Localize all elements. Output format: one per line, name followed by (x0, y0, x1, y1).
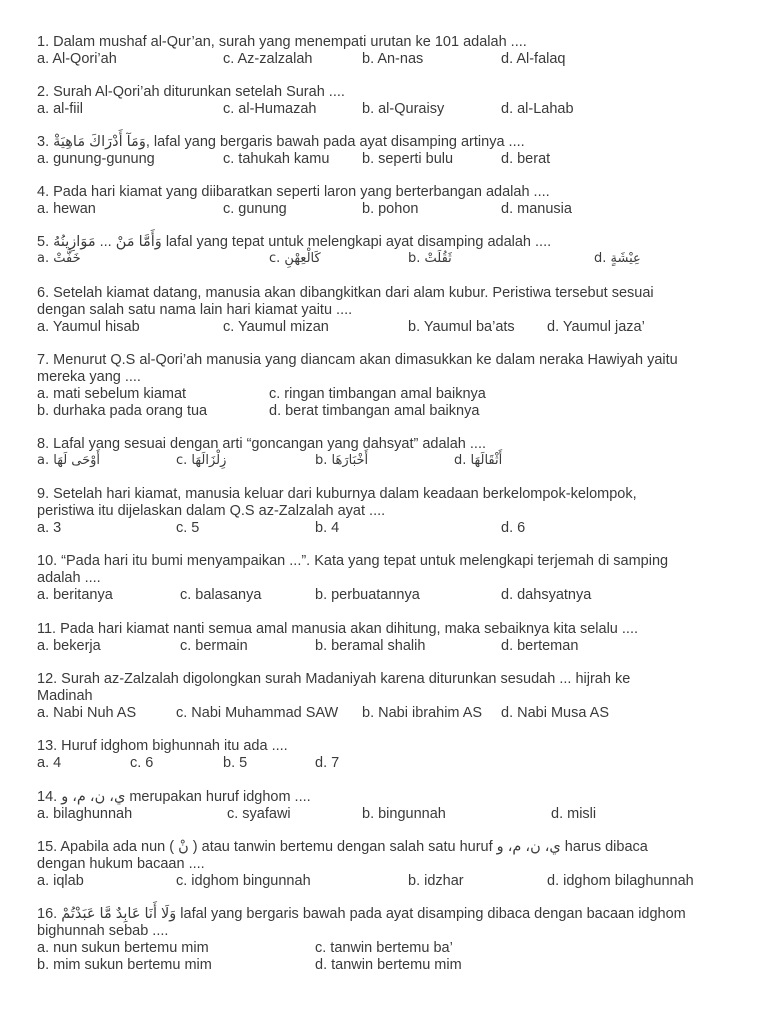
answer-option: d. berat timbangan amal baiknya (269, 402, 480, 419)
question-text: 10. “Pada hari itu bumi menyampaikan ...”. Kata yang tepat untuk melengkapi terjemah di samping (37, 553, 669, 569)
answer-option: d. berteman (501, 637, 579, 654)
answer-options (37, 453, 737, 470)
answer-option: b. Nabi ibrahim AS (362, 704, 483, 721)
answer-options (37, 940, 737, 957)
answer-option: d. misli (551, 805, 597, 822)
question-13 (37, 738, 737, 772)
answer-option: a. Yaumul hisab (37, 318, 140, 335)
answer-options (37, 755, 737, 772)
answer-option: d. Yaumul jaza’ (547, 318, 645, 335)
answer-option: b. Yaumul ba’ats (408, 318, 515, 335)
answer-option: c. syafawi (227, 805, 291, 822)
answer-option: a. أَوْحَى لَهَا (37, 452, 101, 468)
answer-option: d. dahsyatnya (501, 586, 592, 603)
answer-option: d. أَثْقَالَهَا (454, 452, 503, 468)
question-text: 7. Menurut Q.S al-Qori’ah manusia yang diancam akan dimasukkan ke dalam neraka Hawiyah yaitu (37, 352, 678, 368)
answer-options (37, 386, 737, 403)
question-text: 15. Apabila ada nun ( نْ ) atau tanwin bertemu dengan salah satu huruf ي، ن، م، و harus dibaca (37, 839, 648, 855)
answer-option: b. pohon (362, 200, 419, 217)
question-8 (37, 436, 737, 470)
answer-options (37, 51, 737, 68)
answer-options (37, 806, 737, 823)
question-text: 16. وَلَا أَنَا عَابِدٌ مَّا عَبَدْتُمْ lafal yang bergaris bawah pada ayat disamping dibaca dengan bacaan idghom (37, 906, 686, 922)
answer-option: d. 7 (315, 754, 340, 771)
answer-option: a. mati sebelum kiamat (37, 385, 187, 402)
answer-option: b. al-Quraisy (362, 100, 445, 117)
question-text: dengan hukum bacaan .... (37, 855, 205, 872)
answer-option: c. Nabi Muhammad SAW (176, 704, 339, 721)
answer-options (37, 101, 737, 118)
question-11 (37, 621, 737, 655)
answer-options (37, 587, 737, 604)
answer-options (37, 957, 737, 974)
answer-option: c. tanwin bertemu ba’ (315, 939, 453, 956)
question-14 (37, 789, 737, 823)
answer-option: c. 6 (130, 754, 154, 771)
question-text: Madinah (37, 687, 93, 704)
answer-option: c. al-Humazah (223, 100, 317, 117)
question-text: 3. وَمَآ أَدْرَاكَ مَاهِيَةْ, lafal yang bergaris bawah pada ayat disamping artinya .... (37, 134, 525, 150)
answer-option: b. idzhar (408, 872, 464, 889)
question-text: adalah .... (37, 569, 101, 586)
answer-option: a. 3 (37, 519, 62, 536)
question-text: 13. Huruf idghom bighunnah itu ada .... (37, 738, 288, 754)
answer-option: d. 6 (501, 519, 526, 536)
answer-option: b. mim sukun bertemu mim (37, 956, 212, 973)
answer-option: d. manusia (501, 200, 572, 217)
answer-option: d. عِيْشَةٍ (594, 250, 641, 266)
question-text: 1. Dalam mushaf al-Qur’an, surah yang menempati urutan ke 101 adalah .... (37, 34, 527, 50)
question-7 (37, 352, 737, 420)
question-text: peristiwa itu dijelaskan dalam Q.S az-Zalzalah ayat .... (37, 502, 386, 519)
question-text: 9. Setelah hari kiamat, manusia keluar dari kuburnya dalam keadaan berkelompok-kelompok, (37, 486, 637, 502)
question-1 (37, 34, 737, 68)
answer-option: a. al-fiil (37, 100, 83, 117)
answer-option: b. أَخْبَارَهَا (315, 452, 369, 468)
question-text: 6. Setelah kiamat datang, manusia akan dibangkitkan dari alam kubur. Peristiwa tersebut sesuai (37, 285, 654, 301)
answer-option: b. ثَقُلَتْ (408, 250, 452, 266)
answer-option: b. An-nas (362, 50, 424, 67)
answer-option: b. 4 (315, 519, 340, 536)
question-10 (37, 553, 737, 604)
answer-option: a. nun sukun bertemu mim (37, 939, 209, 956)
answer-option: d. tanwin bertemu mim (315, 956, 462, 973)
answer-option: c. balasanya (180, 586, 262, 603)
answer-option: a. bilaghunnah (37, 805, 133, 822)
answer-option: d. Nabi Musa AS (501, 704, 609, 721)
answer-option: c. gunung (223, 200, 287, 217)
answer-options (37, 638, 737, 655)
answer-options (37, 705, 737, 722)
answer-option: d. al-Lahab (501, 100, 574, 117)
answer-option: b. beramal shalih (315, 637, 426, 654)
question-text: 4. Pada hari kiamat yang diibaratkan seperti laron yang berterbangan adalah .... (37, 184, 550, 200)
answer-option: a. 4 (37, 754, 62, 771)
answer-option: b. seperti bulu (362, 150, 454, 167)
answer-option: c. bermain (180, 637, 248, 654)
answer-option: a. bekerja (37, 637, 101, 654)
question-text: 12. Surah az-Zalzalah digolongkan surah Madaniyah karena diturunkan sesudah ... hijrah ke (37, 671, 631, 687)
question-2 (37, 84, 737, 118)
answer-option: a. خَفَّتْ (37, 250, 81, 266)
answer-options (37, 873, 737, 890)
answer-options (37, 151, 737, 168)
question-12 (37, 671, 737, 722)
question-text: 14. ي، ن، م، و merupakan huruf idghom .... (37, 789, 311, 805)
question-15 (37, 839, 737, 890)
answer-option: c. idghom bingunnah (176, 872, 311, 889)
answer-option: a. gunung-gunung (37, 150, 155, 167)
question-text: mereka yang .... (37, 368, 141, 385)
question-3 (37, 134, 737, 168)
answer-option: c. Yaumul mizan (223, 318, 329, 335)
answer-option: a. hewan (37, 200, 96, 217)
answer-option: b. durhaka pada orang tua (37, 402, 208, 419)
answer-option: a. iqlab (37, 872, 84, 889)
answer-option: c. 5 (176, 519, 200, 536)
answer-option: b. bingunnah (362, 805, 446, 822)
question-16 (37, 906, 737, 974)
answer-options (37, 520, 737, 537)
answer-option: a. Al-Qori’ah (37, 50, 117, 67)
answer-option: a. beritanya (37, 586, 113, 603)
answer-option: d. berat (501, 150, 551, 167)
answer-options (37, 201, 737, 218)
question-4 (37, 184, 737, 218)
answer-option: c. ringan timbangan amal baiknya (269, 385, 486, 402)
answer-options (37, 403, 737, 420)
question-9 (37, 486, 737, 537)
answer-options (37, 319, 737, 336)
answer-option: c. كَالْعِهْنِ (269, 250, 321, 266)
answer-option: a. Nabi Nuh AS (37, 704, 137, 721)
question-text: 8. Lafal yang sesuai dengan arti “goncangan yang dahsyat” adalah .... (37, 436, 487, 452)
answer-option: b. perbuatannya (315, 586, 420, 603)
answer-option: d. idghom bilaghunnah (547, 872, 694, 889)
answer-option: d. Al-falaq (501, 50, 566, 67)
question-text: 5. وَأَمَّا مَنْ ... مَوَازِينُهُ lafal yang tepat untuk melengkapi ayat disamping adalah .... (37, 234, 552, 250)
question-text: bighunnah sebab .... (37, 922, 169, 939)
answer-options (37, 251, 737, 268)
question-text: dengan salah satu nama lain hari kiamat yaitu .... (37, 301, 353, 318)
question-text: 2. Surah Al-Qori’ah diturunkan setelah Surah .... (37, 84, 345, 100)
answer-option: b. 5 (223, 754, 248, 771)
answer-option: c. Az-zalzalah (223, 50, 313, 67)
question-5 (37, 234, 737, 268)
question-text: 11. Pada hari kiamat nanti semua amal manusia akan dihitung, maka sebaiknya kita selalu .... (37, 621, 639, 637)
answer-option: c. زِلْزَالَهَا (176, 452, 227, 468)
question-6 (37, 285, 737, 336)
answer-option: c. tahukah kamu (223, 150, 330, 167)
